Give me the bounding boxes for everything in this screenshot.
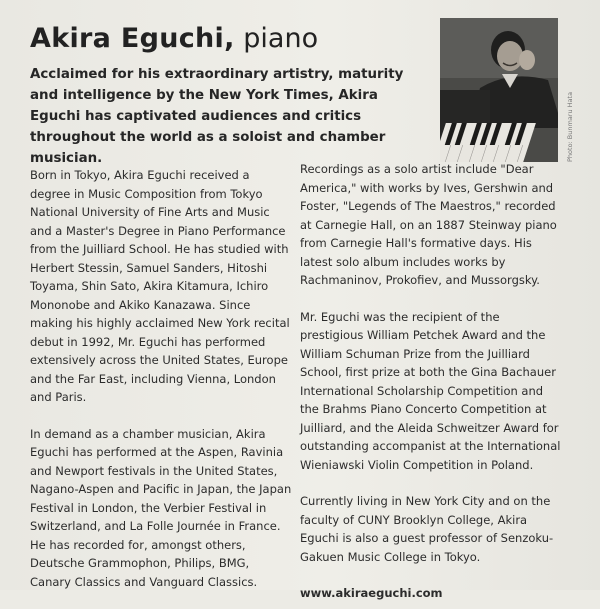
bio-paragraph-4: Mr. Eguchi was the recipient of the prestigious William Petchek Award and the William Schuman Prize from the Juilliard School, first prize at both the Gina Bachauer International Scholarship Competition and the Brahms Piano Concerto Competition at Juilliard, and the Aleida Schweitzer Award for outstanding accompanist at the International Wieniawski Violin Competition in Poland. [300,309,561,472]
bio-paragraph-5: Currently living in New York City and on the faculty of CUNY Brooklyn College, Akira Eguchi is also a guest professor of Senzoku-Gakuen Music College in Tokyo. [300,494,554,564]
artist-name: Akira Eguchi, [30,23,235,54]
bio-paragraph-2: In demand as a chamber musician, Akira Eguchi has performed at the Aspen, Ravinia and Newport festivals in the United States, Nagano-Aspen and Pacific in Japan, the Japan Festival in London, the Verbier Festival in Switzerland, and La Folle Journée in France. He has recorded for, amongst others, Deutsche Grammophon, Philips, BMG, Canary Classics and Vanguard Classics. [30,426,292,589]
bio-paragraph-1: Born in Tokyo, Akira Eguchi received a degree in Music Composition from Tokyo National University of Fine Arts and Music and a Master's Degree in Piano Performance from the Juilliard School. He has studied with Herbert Stessin, Samuel Sanders, Hitoshi Toyama, Shin Sato, Akira Kitamura, Ichiro Mononobe and Akiko Kanazawa. Since making his highly acclaimed New York recital debut in 1992, Mr. Eguchi has performed extensively across the United States, Europe and the Far East, including Vienna, London and Paris. [30,168,290,404]
left-column [30,166,292,609]
artist-photo [440,18,558,162]
page-title [30,22,318,56]
artist-instrument: piano [243,23,319,54]
photo-credit: Photo: Bunmaru Hata [566,91,574,162]
right-column [300,160,562,603]
lead-paragraph: Acclaimed for his extraordinary artistry, maturity and intelligence by the New York Times, Akira Eguchi has captivated audiences and critics throughout the world as a soloist and chamber musician. [30,67,404,166]
bio-paragraph-3: Recordings as a solo artist include "Dear America," with works by Ives, Gershwin and Foster, "Legends of The Maestros," recorded at Carnegie Hall, on an 1887 Steinway piano from Carnegie Hall's formative days. His latest solo album includes works by Rachmaninov, Prokofiev, and Mussorgsky. [300,162,557,287]
website-link[interactable]: www.akiraeguchi.com [300,586,443,600]
